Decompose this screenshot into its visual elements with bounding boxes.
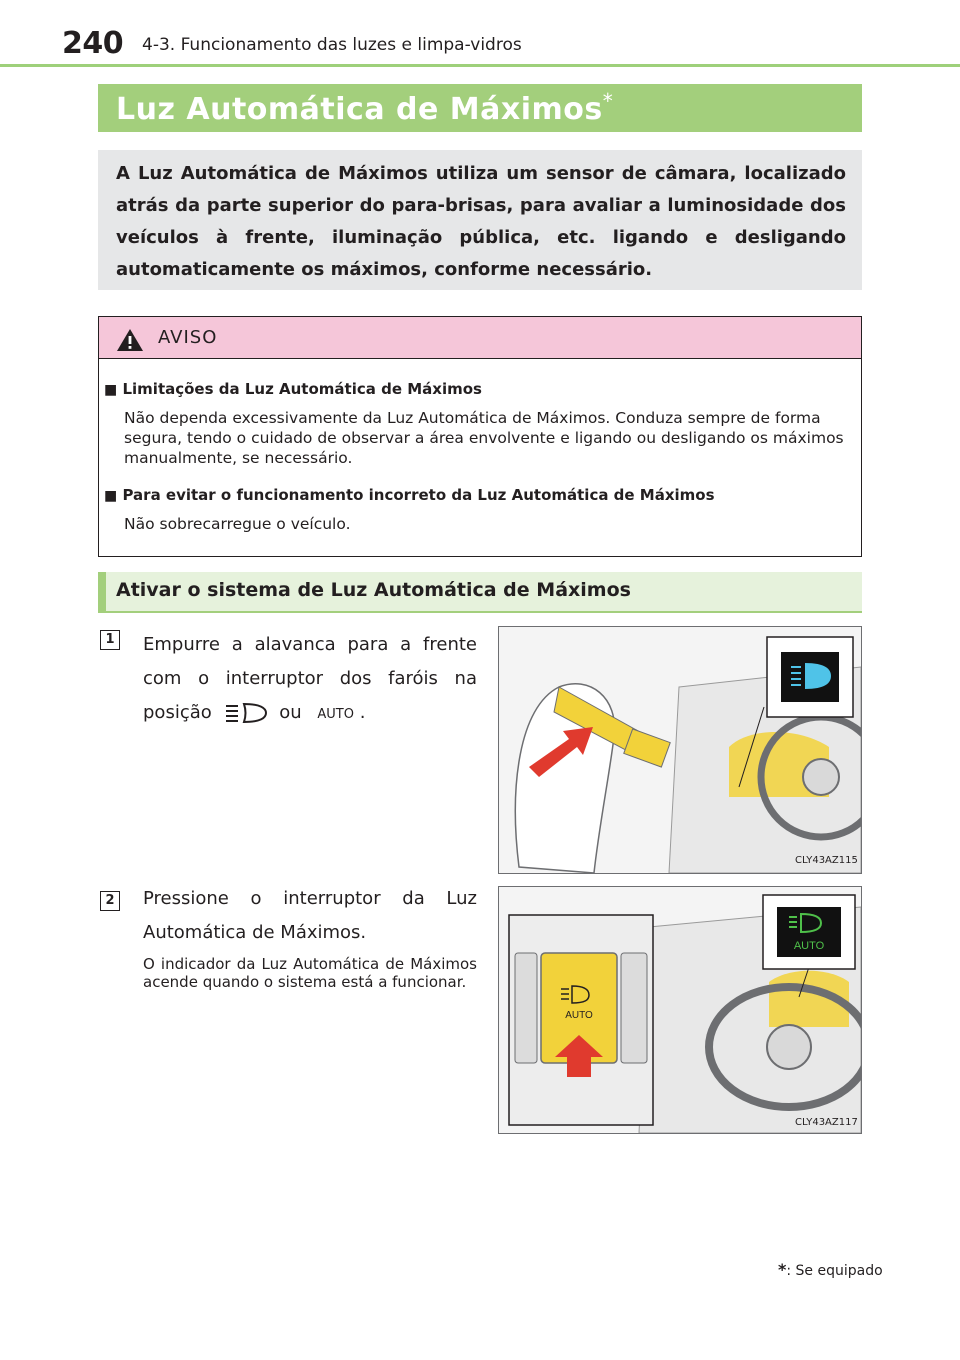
section-title — [116, 89, 613, 127]
figure-1-code: CLY43AZ115 — [795, 855, 858, 866]
warning-heading-1-text: Limitações da Luz Automática de Máximos — [122, 380, 482, 398]
figure-2-code: CLY43AZ117 — [795, 1117, 858, 1128]
footnote-star: * — [778, 1260, 787, 1279]
warning-text-1: Não dependa excessivamente da Luz Automática de Máximos. Conduza sempre de forma segura, tendo o cuidado de observar a área envolvente e ligando ou desligando os máximos manualmente, se necessário. — [124, 409, 844, 467]
warning-text-2: Não sobrecarregue o veículo. — [124, 515, 351, 533]
step-2-text: Pressione o interruptor da Luz Automática de Máximos. — [143, 888, 477, 943]
switch-illustration — [499, 887, 861, 1133]
subsection-bar — [98, 572, 106, 612]
subsection-rule — [98, 611, 862, 613]
warning-heading-1 — [104, 380, 482, 398]
headlight-icon — [224, 702, 268, 724]
header-rule — [0, 64, 960, 67]
bullet-square: ■ — [104, 382, 118, 398]
switch-auto-label: AUTO — [565, 1010, 593, 1021]
figure-lever — [498, 626, 862, 874]
auto-label: AUTO — [317, 707, 354, 722]
step-1-end: . — [359, 702, 366, 723]
warning-triangle-icon — [116, 328, 144, 352]
intro-text: A Luz Automática de Máximos utiliza um sensor de câmara, localizado atrás da parte superior do para-brisas, para avaliar a luminosidade dos veículos à frente, iluminação pública, etc. ligando e desligando automaticamente os máximos, conforme necessário. — [116, 163, 846, 280]
subsection-title: Ativar o sistema de Luz Automática de Máximos — [116, 579, 631, 601]
warning-title: AVISO — [158, 327, 218, 348]
section-title-text: Luz Automática de Máximos — [116, 92, 603, 127]
step-1-text — [143, 628, 477, 732]
page-number: 240 — [62, 26, 124, 61]
step-1-or: ou — [279, 702, 302, 723]
step-2-note: O indicador da Luz Automática de Máximos acende quando o sistema está a funcionar. — [143, 955, 477, 991]
step-number-2: 2 — [100, 891, 120, 911]
figure-switch — [498, 886, 862, 1134]
warning-heading-2-text: Para evitar o funcionamento incorreto da Luz Automática de Máximos — [122, 486, 715, 504]
bullet-square: ■ — [104, 488, 118, 504]
section-star: * — [602, 89, 614, 113]
running-header: 4-3. Funcionamento das luzes e limpa-vidros — [142, 35, 522, 55]
footnote-text: : Se equipado — [786, 1263, 883, 1279]
step-1-instruction: Empurre a alavanca para a frente com o interruptor dos faróis na posição — [143, 634, 477, 723]
warning-heading-2 — [104, 486, 715, 504]
lever-illustration — [499, 627, 861, 873]
indicator-auto-label: AUTO — [793, 940, 825, 952]
step-number-1: 1 — [100, 630, 120, 650]
footnote — [778, 1260, 883, 1279]
